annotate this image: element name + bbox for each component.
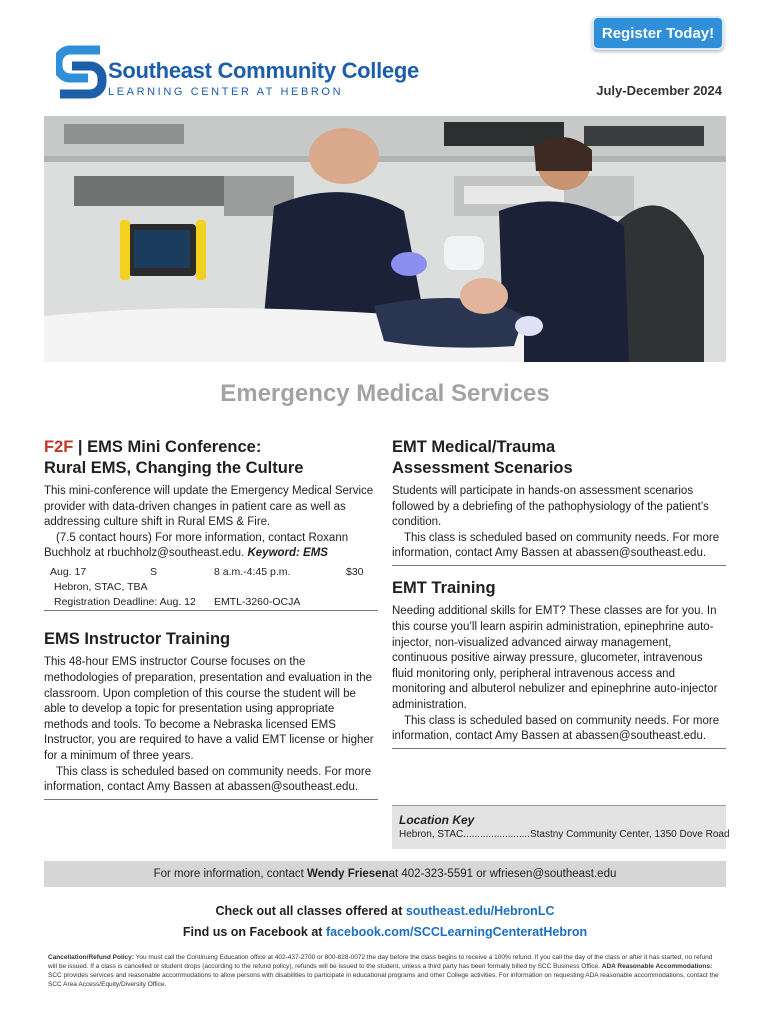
schedule-deadline: Registration Deadline: Aug. 12 (54, 595, 196, 608)
schedule-time: 8 a.m.-4:45 p.m. (214, 565, 291, 578)
divider (392, 748, 726, 749)
mini-conference-schedule (44, 565, 378, 611)
register-today-button[interactable]: Register Today! (592, 16, 724, 50)
date-range: July-December 2024 (596, 83, 722, 98)
schedule-day: S (150, 565, 158, 578)
divider (392, 565, 726, 566)
college-subtitle: LEARNING CENTER AT HEBRON (108, 86, 344, 98)
facebook-link[interactable]: facebook.com/SCCLearningCenteratHebron (325, 925, 588, 939)
mini-conference-body: This mini-conference will update the Emergency Medical Service provider with data-driven changes in patient care as well as addressing culture shift in Rural EMS & Fire. (44, 485, 374, 529)
instructor-schedule: This class is scheduled based on community needs. For more information, contact Amy Bassen at abassen@southeast.edu. (44, 765, 372, 794)
schedule-date: Aug. 17 (50, 565, 87, 578)
divider (44, 610, 378, 611)
fine-print: Cancellation/Refund Policy: You must call the Continuing Education office at 402-437-2700 or 800-828-0072 the day before the class begins to receive a 100% refund. If you call the day of the class or after it has started, no refund will be issued. If a class is cancelled or student drops (according to the refund policy), refunds will be issued to the student, unless a third party has been formally billed by SCC Business Office. ADA Reasonable Accommodations: SCC provides services and reasonable accommodations to allow persons with disabilities to participate in educational programs and other College activities. For information on requesting ADA reasonable accommodations, contact the SCC Area Access/Equity/Diversity Office. (48, 954, 719, 988)
hebron-lc-link[interactable]: southeast.edu/HebronLC (405, 904, 555, 918)
contact-info-bar: For more information, contact Wendy Friesen at 402-323-5591 or wfriesen@southeast.edu (44, 861, 726, 887)
instructor-body: This 48-hour EMS instructor Course focuses on the methodologies of preparation, presentation and evaluation in the classroom. Upon completion of this course the student will be able to develop a topic for presentation using appropriate methods and tools. To become a Nebraska licensed EMS Instructor, you are required to have a valid EMT license or higher for a minimum of three years. (44, 656, 374, 763)
divider (44, 799, 378, 800)
trauma-subtitle: Assessment Scenarios (392, 458, 573, 477)
emt-schedule: This class is scheduled based on community needs. For more information, contact Amy Bassen at abassen@southeast.edu. (392, 714, 720, 743)
mini-conference-contact: (7.5 contact hours) For more information, contact Roxann Buchholz at rbuchholz@southeast.edu. Keyword: EMS (44, 531, 349, 560)
cta-classes: Check out all classes offered at southeast.edu/HebronLC (215, 904, 555, 918)
mini-conference-subtitle: Rural EMS, Changing the Culture (44, 458, 304, 477)
trauma-schedule: This class is scheduled based on community needs. For more information, contact Amy Bassen at abassen@southeast.edu. (392, 531, 720, 560)
emt-title: EMT Training (392, 578, 496, 597)
trauma-body: Students will participate in hands-on assessment scenarios followed by a debriefing of the pathophysiology of the patient’s condition. (392, 485, 709, 529)
schedule-course-code: EMTL-3260-OCJA (214, 595, 301, 608)
location-key-entry: Hebron, STAC........................Stastny Community Center, 1350 Dove Road (399, 829, 730, 840)
left-column (44, 437, 378, 800)
mini-conference-title: F2F | EMS Mini Conference: (44, 438, 262, 456)
trauma-title: EMT Medical/Trauma (392, 438, 556, 456)
location-key (392, 805, 730, 849)
location-key-title: Location Key (399, 813, 475, 827)
emt-body: Needing additional skills for EMT? These classes are for you. In this course you’ll learn aspirin administration, epinephrine auto-injector, non-visualized advanced airway management, continuous positive airway pressure, glucometer, intravenous fluid monitoring only, peripheral intravenous access and monitoring and albuterol nebulizer and epinephrine auto-injector administration. (392, 605, 718, 712)
cta-facebook: Find us on Facebook at facebook.com/SCCLearningCenteratHebron (182, 925, 588, 939)
instructor-title: EMS Instructor Training (44, 629, 231, 648)
schedule-location: Hebron, STAC, TBA (54, 580, 148, 593)
right-column (392, 437, 726, 749)
ems-training-photo (44, 116, 726, 362)
section-title: Emergency Medical Services (220, 380, 550, 407)
college-name: Southeast Community College (108, 58, 419, 83)
f2f-tag: F2F (44, 438, 74, 456)
keyword: Keyword: EMS (247, 547, 328, 560)
contact-name: Wendy Friesen (307, 868, 389, 880)
schedule-price: $30 (346, 565, 364, 578)
